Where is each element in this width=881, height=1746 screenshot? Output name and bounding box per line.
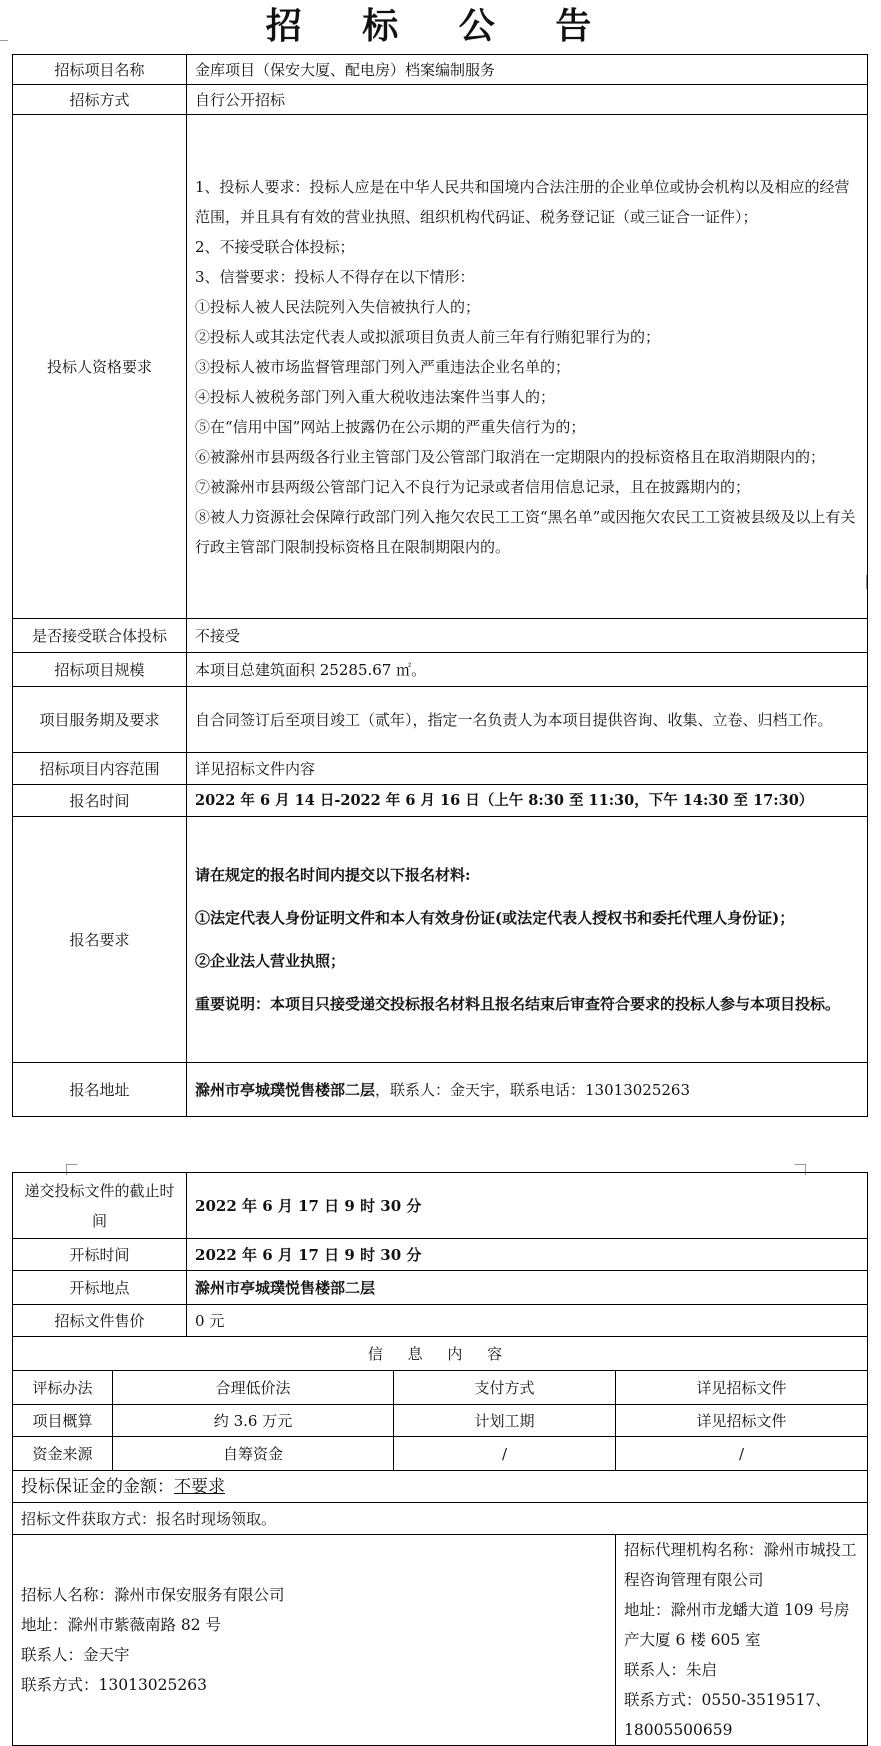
address-bold: 滁州市亭城璞悦售楼部二层: [195, 1080, 376, 1099]
tender-method-value: 自行公开招标: [187, 85, 868, 115]
qualification-label: 投标人资格要求: [13, 115, 187, 619]
info-cell: /: [616, 1437, 868, 1471]
qualification-line: ②投标人或其法定代表人或拟派项目负责人前三年有行贿犯罪行为的；: [195, 327, 661, 346]
qualification-line: 3、信誉要求：投标人不得存在以下情形：: [195, 267, 475, 286]
project-name-label: 招标项目名称: [13, 55, 187, 85]
tender-method-label: 招标方式: [13, 85, 187, 115]
qualification-line: ④投标人被税务部门列入重大税收违法案件当事人的；: [195, 387, 556, 406]
qualification-line: 2、不接受联合体投标；: [195, 237, 355, 256]
tender-detail-table: [12, 1172, 868, 1746]
info-cell: 详见招标文件: [616, 1371, 868, 1405]
registration-line: 重要说明：本项目只接受递交投标报名材料且报名结束后审查符合要求的投标人参与本项目投标。: [195, 994, 841, 1013]
registration-req-label: 报名要求: [13, 817, 187, 1063]
registration-address-value: [187, 1063, 868, 1117]
deposit-value: 不要求: [174, 1476, 225, 1497]
agent-info: [616, 1535, 868, 1746]
qualification-line: ⑥被滁州市县两级各行业主管部门及公管部门取消在一定期限内的投标资格且在取消期限内的；: [195, 447, 826, 466]
consortium-value: 不接受: [187, 619, 868, 653]
qualification-line: ⑧被人力资源社会保障行政部门列入拖欠农民工工资“黑名单”或因拖欠农民工工资被县级及以上有关行政主管部门限制投标资格且在限制期限内的。: [195, 507, 856, 556]
registration-time-label: 报名时间: [13, 785, 187, 817]
registration-line: ①法定代表人身份证明文件和本人有效身份证(或法定代表人授权书和委托代理人身份证)；: [195, 908, 795, 927]
info-cell: /: [394, 1437, 616, 1471]
info-cell: 合理低价法: [113, 1371, 394, 1405]
scale-value: 本项目总建筑面积 25285.67 ㎡。: [187, 653, 868, 687]
info-cell: 约 3.6 万元: [113, 1405, 394, 1437]
tenderer-line: 地址：滁州市紫薇南路 82 号: [21, 1616, 222, 1634]
tenderer-line: 联系人：金天宇: [21, 1646, 130, 1664]
doc-method: 招标文件获取方式：报名时现场领取。: [13, 1503, 868, 1535]
doc-price-label: 招标文件售价: [13, 1305, 187, 1337]
tender-info-table: [12, 54, 868, 1117]
qualification-line: ⑦被滁州市县两级公管部门记入不良行为记录或者信用信息记录，且在披露期内的；: [195, 477, 751, 496]
opening-place-value: 滁州市亭城璞悦售楼部二层: [187, 1271, 868, 1305]
agent-line: 招标代理机构名称：滁州市城投工程咨询管理有限公司: [624, 1541, 857, 1589]
scope-value: 详见招标文件内容: [187, 753, 868, 785]
info-cell: 自筹资金: [113, 1437, 394, 1471]
tenderer-line: 招标人名称：滁州市保安服务有限公司: [21, 1586, 285, 1604]
tenderer-line: 联系方式：13013025263: [21, 1676, 207, 1694]
page-title: 招 标 公 告: [265, 5, 616, 47]
registration-address-label: 报名地址: [13, 1063, 187, 1117]
doc-price-value: 0 元: [187, 1305, 868, 1337]
info-cell: 支付方式: [394, 1371, 616, 1405]
scope-label: 招标项目内容范围: [13, 753, 187, 785]
qualification-line: ⑤在“信用中国”网站上披露仍在公示期的严重失信行为的；: [195, 417, 586, 436]
qualification-line: ①投标人被人民法院列入失信被执行人的；: [195, 297, 481, 316]
qualification-content: [187, 115, 868, 619]
service-period-label: 项目服务期及要求: [13, 687, 187, 753]
info-cell: 计划工期: [394, 1405, 616, 1437]
agent-line: 联系人：朱启: [624, 1661, 718, 1679]
project-name-value: 金库项目（保安大厦、配电房）档案编制服务: [187, 55, 868, 85]
address-rest: ，联系人：金天宇，联系电话：13013025263: [375, 1080, 690, 1099]
corner-mark: [0, 30, 8, 41]
qualification-line: ③投标人被市场监督管理部门列入严重违法企业名单的；: [195, 357, 571, 376]
agent-line: 地址：滁州市龙蟠大道 109 号房产大厦 6 楼 605 室: [624, 1601, 850, 1649]
deposit-row: [13, 1471, 868, 1503]
info-cell: 项目概算: [13, 1405, 113, 1437]
registration-line: 请在规定的报名时间内提交以下报名材料:: [195, 865, 471, 884]
info-cell: 资金来源: [13, 1437, 113, 1471]
info-header: 信 息 内 容: [13, 1337, 868, 1371]
opening-time-value: 2022 年 6 月 17 日 9 时 30 分: [187, 1239, 868, 1271]
tenderer-info: [13, 1535, 616, 1746]
registration-time-value: 2022 年 6 月 14 日-2022 年 6 月 16 日（上午 8:30 至 11:30，下午 14:30 至 17:30）: [187, 785, 868, 817]
deadline-label: 递交投标文件的截止时间: [13, 1173, 187, 1239]
deadline-value: 2022 年 6 月 17 日 9 时 30 分: [187, 1173, 868, 1239]
service-period-value: 自合同签订后至项目竣工（贰年），指定一名负责人为本项目提供咨询、收集、立卷、归档工作。: [187, 687, 868, 753]
registration-line: ②企业法人营业执照；: [195, 951, 346, 970]
consortium-label: 是否接受联合体投标: [13, 619, 187, 653]
info-cell: 详见招标文件: [616, 1405, 868, 1437]
opening-place-label: 开标地点: [13, 1271, 187, 1305]
scale-label: 招标项目规模: [13, 653, 187, 687]
registration-req-content: [187, 817, 868, 1063]
opening-time-label: 开标时间: [13, 1239, 187, 1271]
qualification-line: 1、投标人要求：投标人应是在中华人民共和国境内合法注册的企业单位或协会机构以及相应的经营范围，并且具有有效的营业执照、组织机构代码证、税务登记证（或三证合一证件）；: [195, 177, 850, 226]
deposit-label: 投标保证金的金额：: [21, 1476, 174, 1497]
info-cell: 评标办法: [13, 1371, 113, 1405]
agent-line: 联系方式：0550-3519517、18005500659: [624, 1691, 831, 1739]
